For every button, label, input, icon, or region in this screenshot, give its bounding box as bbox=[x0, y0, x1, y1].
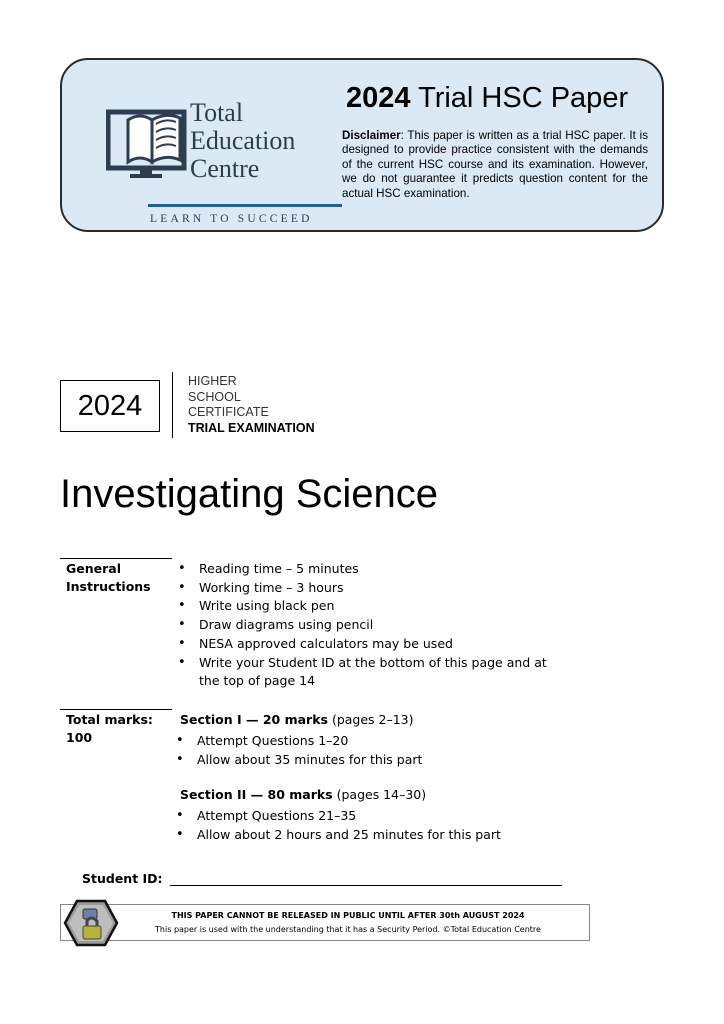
section-2-list bbox=[174, 807, 574, 844]
logo-underline bbox=[148, 204, 342, 207]
list-item: • Attempt Questions 21–35 bbox=[174, 807, 574, 826]
section-2-heading bbox=[180, 787, 426, 802]
exam-year-box: 2024 bbox=[60, 380, 160, 432]
release-restriction-text: THIS PAPER CANNOT BE RELEASED IN PUBLIC UNTIL AFTER 30th AUGUST 2024 bbox=[171, 911, 525, 920]
list-item: • Allow about 2 hours and 25 minutes for this part bbox=[174, 826, 574, 845]
section-1-heading bbox=[180, 712, 414, 727]
logo-line-centre: Centre bbox=[190, 154, 260, 183]
list-item: • Allow about 35 minutes for this part bbox=[174, 751, 564, 770]
student-id-label: Student ID: bbox=[82, 871, 163, 886]
security-period-text: This paper is used with the understanding that it has a Security Period. ©Total Education Centre bbox=[155, 925, 541, 934]
general-instructions-list bbox=[176, 560, 566, 691]
hsc-divider bbox=[172, 372, 173, 438]
list-item: • Reading time – 5 minutes bbox=[176, 560, 566, 579]
general-label-line1: General bbox=[66, 561, 121, 576]
total-marks-label bbox=[66, 711, 153, 747]
disclaimer-text: : This paper is written as a trial HSC paper. It is designed to provide practice consistent with the demands of the current HSC course and its examination. However, we do not guarantee it predicts question content for the actual HSC examination. bbox=[342, 129, 648, 200]
total-marks-value: 100 bbox=[66, 730, 93, 745]
banner-title-text: Trial HSC Paper bbox=[418, 82, 629, 114]
disclaimer-label: Disclaimer bbox=[342, 129, 401, 142]
open-book-monitor-icon bbox=[106, 100, 196, 180]
list-item: • Attempt Questions 1–20 bbox=[174, 732, 564, 751]
total-marks-label-line1: Total marks: bbox=[66, 712, 153, 727]
hsc-line-certificate: CERTIFICATE bbox=[188, 405, 269, 419]
header-banner bbox=[60, 58, 664, 232]
section-2-title: Section II — 80 marks bbox=[180, 787, 333, 802]
disclaimer bbox=[342, 129, 648, 201]
section-2-pages: (pages 14–30) bbox=[332, 787, 427, 802]
hsc-line-higher: HIGHER bbox=[188, 374, 237, 388]
total-education-centre-logo bbox=[102, 92, 313, 225]
banner-year: 2024 bbox=[346, 82, 411, 114]
list-item: • Write using black pen bbox=[176, 597, 566, 616]
student-id-field[interactable] bbox=[170, 885, 562, 886]
list-item: • NESA approved calculators may be used bbox=[176, 635, 566, 654]
banner-title bbox=[346, 82, 628, 115]
padlock-hexagon-icon bbox=[63, 899, 119, 947]
section-1-pages: (pages 2–13) bbox=[327, 712, 414, 727]
subject-title: Investigating Science bbox=[60, 472, 439, 516]
list-item: • Draw diagrams using pencil bbox=[176, 616, 566, 635]
list-item: • Working time – 3 hours bbox=[176, 579, 566, 598]
section-1-title: Section I — 20 marks bbox=[180, 712, 328, 727]
logo-line-total: Total bbox=[190, 98, 244, 127]
section-1-list bbox=[174, 732, 564, 769]
general-instructions-label bbox=[66, 560, 151, 596]
hsc-line-school: SCHOOL bbox=[188, 389, 241, 404]
security-notice bbox=[60, 904, 590, 941]
general-label-line2: Instructions bbox=[66, 579, 151, 594]
hsc-line-trial-examination: TRIAL EXAMINATION bbox=[188, 420, 315, 435]
logo-tagline: LEARN TO SUCCEED bbox=[150, 213, 313, 225]
list-item: • Write your Student ID at the bottom of this page and at the top of page 14 bbox=[176, 654, 566, 691]
hsc-block bbox=[188, 374, 315, 436]
general-rule bbox=[60, 558, 172, 559]
marks-rule bbox=[60, 709, 172, 710]
logo-line-education: Education bbox=[190, 126, 296, 155]
